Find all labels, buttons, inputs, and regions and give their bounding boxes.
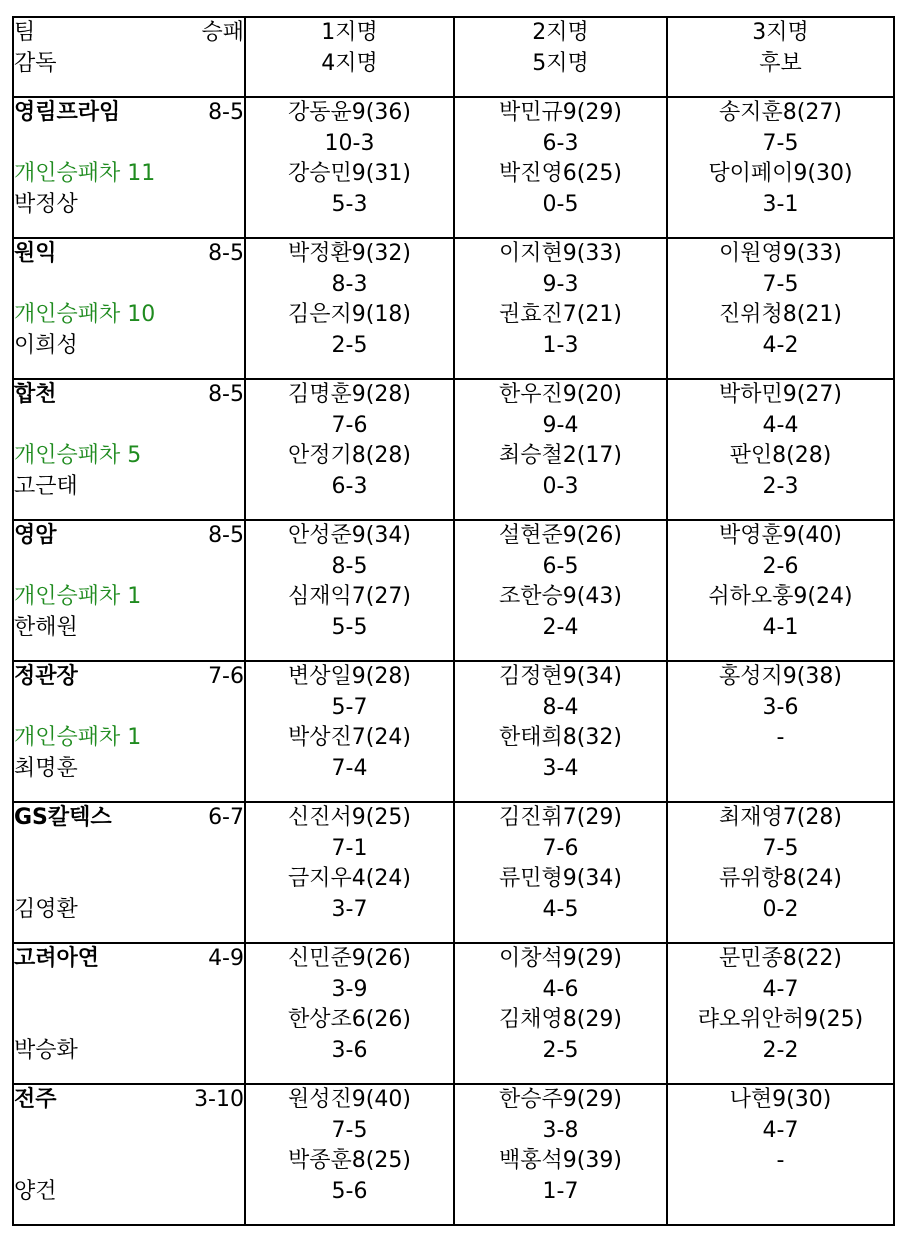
personal-win-loss-diff — [14, 864, 244, 895]
player-name: - — [776, 1148, 785, 1174]
player-name: 김진휘7(29) — [499, 805, 622, 830]
header-manager: 감독 — [14, 50, 57, 76]
player-name: 안성준9(34) — [288, 523, 411, 548]
pick-cell-1 — [245, 1084, 454, 1225]
pick-cell-3 — [667, 943, 894, 1084]
team-row — [13, 520, 894, 661]
pick-cell-2 — [454, 1084, 667, 1225]
player-record: 5-6 — [331, 1179, 368, 1205]
pick-cell-2 — [454, 520, 667, 661]
player-record: 3-7 — [331, 897, 368, 923]
pick-cell-2 — [454, 97, 667, 238]
team-header — [14, 98, 244, 129]
team-manager: 최명훈 — [14, 756, 78, 782]
player-name: 한우진9(20) — [499, 382, 622, 407]
player-name: 홍성지9(38) — [719, 664, 842, 689]
player-name: - — [776, 725, 785, 751]
player-name: 설현준9(26) — [499, 523, 622, 548]
team-name: 전주 — [14, 1087, 57, 1112]
player-record: 4-1 — [762, 615, 799, 641]
team-record: 4-9 — [208, 946, 244, 971]
team-name: 정관장 — [14, 664, 78, 689]
player-record: 7-5 — [762, 130, 799, 156]
team-name: 고려아연 — [14, 946, 100, 971]
team-header — [14, 1085, 244, 1116]
team-cell — [13, 943, 245, 1084]
player-record: 0-2 — [762, 897, 799, 923]
player-record: 8-3 — [331, 271, 368, 297]
pick-cell-3 — [667, 238, 894, 379]
spacer — [14, 129, 244, 160]
team-header — [14, 944, 244, 975]
player-name: 박민규9(29) — [499, 100, 622, 125]
player-record: 3-4 — [542, 756, 579, 782]
player-name: 이지현9(33) — [499, 241, 622, 266]
player-name: 변상일9(28) — [288, 664, 411, 689]
player-record: 6-3 — [542, 130, 579, 156]
player-name: 랴오위안허9(25) — [697, 1007, 864, 1033]
team-record: 8-5 — [208, 241, 244, 266]
player-name: 김명훈9(28) — [288, 382, 411, 407]
team-cell — [13, 238, 245, 379]
player-name: 금지우4(24) — [288, 866, 411, 892]
player-name: 박종훈8(25) — [288, 1148, 411, 1174]
team-header — [14, 239, 244, 270]
player-name: 한상조6(26) — [288, 1007, 411, 1033]
pick-cell-2 — [454, 943, 667, 1084]
player-record: 5-5 — [331, 615, 368, 641]
player-record: 8-5 — [331, 553, 368, 579]
pick-cell-2 — [454, 661, 667, 802]
team-manager: 한해원 — [14, 615, 78, 641]
player-name: 조한승9(43) — [499, 584, 622, 610]
header-row — [13, 17, 894, 97]
player-name: 당이페이9(30) — [708, 161, 853, 187]
pick-cell-1 — [245, 802, 454, 943]
team-cell — [13, 802, 245, 943]
player-record: 5-3 — [331, 192, 368, 218]
player-record: 7-4 — [331, 756, 368, 782]
team-header — [14, 662, 244, 693]
player-record: 6-5 — [542, 553, 579, 579]
player-name: 김은지9(18) — [288, 302, 411, 328]
team-header — [14, 803, 244, 834]
team-cell — [13, 1084, 245, 1225]
player-name: 쉬하오훙9(24) — [708, 584, 853, 610]
team-row — [13, 1084, 894, 1225]
pick-cell-2 — [454, 379, 667, 520]
player-name: 박정환9(32) — [288, 241, 411, 266]
player-name: 신민준9(26) — [288, 946, 411, 971]
player-name: 박하민9(27) — [719, 382, 842, 407]
header-team: 팀 — [14, 20, 36, 45]
player-record: 2-5 — [331, 333, 368, 359]
player-name: 문민종8(22) — [719, 946, 842, 971]
player-name: 신진서9(25) — [288, 805, 411, 830]
player-name: 이원영9(33) — [719, 241, 842, 266]
player-record: 0-5 — [542, 192, 579, 218]
player-record: 2-2 — [762, 1038, 799, 1064]
player-record — [668, 1177, 893, 1208]
player-name: 판인8(28) — [729, 443, 832, 469]
pick-cell-3 — [667, 1084, 894, 1225]
player-record: 4-7 — [762, 976, 799, 1002]
player-name: 진위청8(21) — [719, 302, 842, 328]
player-name: 김정현9(34) — [499, 664, 622, 689]
pick-cell-3 — [667, 520, 894, 661]
team-row — [13, 238, 894, 379]
team-cell — [13, 379, 245, 520]
personal-win-loss-diff: 개인승패차 1 — [14, 584, 142, 610]
player-name: 한승주9(29) — [499, 1087, 622, 1112]
team-row — [13, 661, 894, 802]
team-manager: 고근태 — [14, 474, 78, 500]
team-record: 3-10 — [194, 1087, 244, 1112]
personal-win-loss-diff: 개인승패차 5 — [14, 443, 142, 469]
team-record: 8-5 — [208, 382, 244, 407]
header-pick3: 3지명 — [752, 20, 809, 45]
player-name: 류위항8(24) — [719, 866, 842, 892]
spacer — [14, 693, 244, 724]
player-name: 김채영8(29) — [499, 1007, 622, 1033]
player-record: 2-3 — [762, 474, 799, 500]
player-record: 3-1 — [762, 192, 799, 218]
player-record: 3-6 — [331, 1038, 368, 1064]
player-name: 송지훈8(27) — [719, 100, 842, 125]
team-row — [13, 97, 894, 238]
team-cell — [13, 520, 245, 661]
team-record: 8-5 — [208, 100, 244, 125]
player-name: 최재영7(28) — [719, 805, 842, 830]
team-name: 영암 — [14, 523, 57, 548]
team-name: GS칼텍스 — [14, 805, 112, 830]
team-manager: 박정상 — [14, 192, 78, 218]
team-row — [13, 379, 894, 520]
team-cell — [13, 97, 245, 238]
player-name: 강승민9(31) — [288, 161, 411, 187]
player-record — [668, 754, 893, 785]
personal-win-loss-diff — [14, 1146, 244, 1177]
spacer — [14, 1116, 244, 1147]
team-manager: 양건 — [14, 1179, 57, 1205]
pick-cell-1 — [245, 661, 454, 802]
pick-cell-3 — [667, 802, 894, 943]
player-name: 심재익7(27) — [288, 584, 411, 610]
spacer — [14, 552, 244, 583]
player-record: 8-4 — [542, 694, 579, 720]
player-record: 10-3 — [324, 130, 375, 156]
team-row — [13, 943, 894, 1084]
header-pick5: 5지명 — [532, 50, 589, 76]
personal-win-loss-diff: 개인승패차 11 — [14, 161, 156, 187]
header-pick-1-4 — [245, 17, 454, 97]
team-header — [14, 521, 244, 552]
player-record: 1-3 — [542, 333, 579, 359]
header-pick-3-reserve — [667, 17, 894, 97]
player-record: 2-5 — [542, 1038, 579, 1064]
team-manager: 박승화 — [14, 1038, 78, 1064]
player-record: 7-1 — [331, 835, 368, 861]
pick-cell-1 — [245, 238, 454, 379]
team-row — [13, 802, 894, 943]
pick-cell-3 — [667, 379, 894, 520]
player-record: 7-6 — [542, 835, 579, 861]
spacer — [14, 975, 244, 1006]
pick-cell-1 — [245, 379, 454, 520]
pick-cell-1 — [245, 943, 454, 1084]
player-name: 원성진9(40) — [288, 1087, 411, 1112]
player-record: 2-6 — [762, 553, 799, 579]
player-record: 7-5 — [762, 271, 799, 297]
player-record: 7-5 — [331, 1117, 368, 1143]
personal-win-loss-diff: 개인승패차 1 — [14, 725, 142, 751]
player-name: 류민형9(34) — [499, 866, 622, 892]
personal-win-loss-diff — [14, 1005, 244, 1036]
player-record: 3-8 — [542, 1117, 579, 1143]
spacer — [14, 834, 244, 865]
team-record: 6-7 — [208, 805, 244, 830]
team-header — [14, 380, 244, 411]
player-record: 9-3 — [542, 271, 579, 297]
pick-cell-3 — [667, 97, 894, 238]
pick-cell-2 — [454, 802, 667, 943]
player-name: 이창석9(29) — [499, 946, 622, 971]
player-name: 박영훈9(40) — [719, 523, 842, 548]
player-record: 4-6 — [542, 976, 579, 1002]
player-name: 박진영6(25) — [499, 161, 622, 187]
header-pick-2-5 — [454, 17, 667, 97]
team-cell — [13, 661, 245, 802]
pick-cell-2 — [454, 238, 667, 379]
player-record: 2-4 — [542, 615, 579, 641]
player-name: 강동윤9(36) — [288, 100, 411, 125]
player-name: 권효진7(21) — [499, 302, 622, 328]
pick-cell-1 — [245, 97, 454, 238]
player-name: 백홍석9(39) — [499, 1148, 622, 1174]
player-record: 4-2 — [762, 333, 799, 359]
player-record: 7-5 — [762, 835, 799, 861]
player-record: 5-7 — [331, 694, 368, 720]
header-pick1: 1지명 — [321, 20, 378, 45]
player-record: 3-9 — [331, 976, 368, 1002]
player-record: 3-6 — [762, 694, 799, 720]
header-pick4: 4지명 — [321, 50, 378, 76]
player-record: 9-4 — [542, 412, 579, 438]
spacer — [14, 411, 244, 442]
team-manager: 김영환 — [14, 897, 78, 923]
personal-win-loss-diff: 개인승패차 10 — [14, 302, 156, 328]
team-name: 원익 — [14, 241, 57, 266]
team-manager: 이희성 — [14, 333, 78, 359]
player-name: 박상진7(24) — [288, 725, 411, 751]
player-record: 0-3 — [542, 474, 579, 500]
player-record: 7-6 — [331, 412, 368, 438]
header-team-cell — [13, 17, 245, 97]
draft-table — [12, 16, 895, 1226]
team-record: 8-5 — [208, 523, 244, 548]
pick-cell-1 — [245, 520, 454, 661]
player-record: 4-7 — [762, 1117, 799, 1143]
spacer — [14, 270, 244, 301]
pick-cell-3 — [667, 661, 894, 802]
player-name: 한태희8(32) — [499, 725, 622, 751]
team-record: 7-6 — [208, 664, 244, 689]
team-name: 합천 — [14, 382, 57, 407]
player-record: 4-5 — [542, 897, 579, 923]
player-name: 나현9(30) — [729, 1087, 832, 1112]
player-record: 6-3 — [331, 474, 368, 500]
player-record: 1-7 — [542, 1179, 579, 1205]
player-name: 최승철2(17) — [499, 443, 622, 469]
player-name: 안정기8(28) — [288, 443, 411, 469]
player-record: 4-4 — [762, 412, 799, 438]
header-record: 승패 — [201, 20, 244, 45]
header-reserve: 후보 — [759, 50, 802, 76]
team-name: 영림프라임 — [14, 100, 121, 125]
header-pick2: 2지명 — [532, 20, 589, 45]
